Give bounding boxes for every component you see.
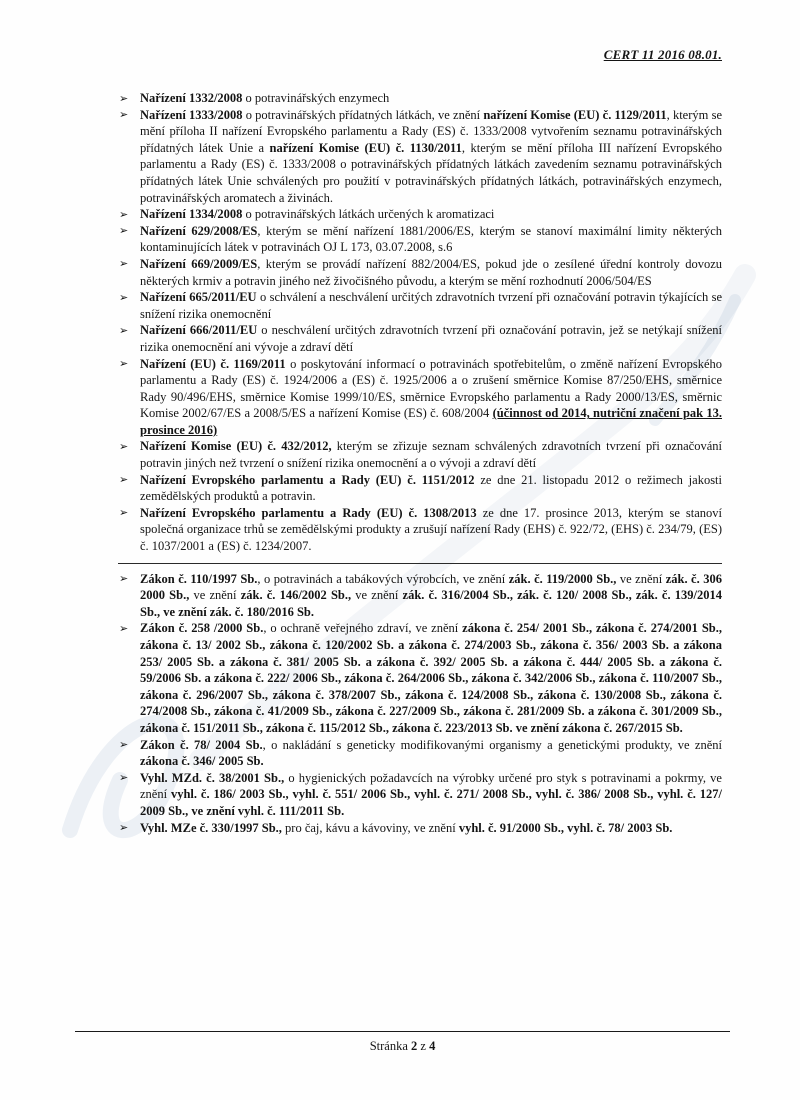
list-item [118,505,722,555]
page-number-label: Stránka [369,1039,408,1053]
text-segment: , o ochraně veřejného zdraví, ve znění [263,621,463,636]
text-segment: , kterým se mění příloha II nařízení Evropského parlamentu a Rady (ES) č. 1333/2008 vytvořením seznamu potravinářských přídatných látek Unie a [140,107,722,155]
text-segment: , o nakládání s geneticky modifikovanými organismy a genetickými produkty, ve znění [262,737,722,752]
text-segment: zákona č. 254/ 2001 Sb., zákona č. 274/2001 Sb., zákona č. 13/ 2002 Sb., zákona č. 120/2002 Sb. a zákona č. 274/2003 Sb., zákona č. 356/ 2003 Sb. a zákona 253/ 2005 Sb. a zákona č. 381/ 2005 Sb. a zákona č. 392/ 2005 Sb. a zákona č. 444/ 2005 Sb. a zákona č. 59/2006 Sb. a zákona č. 222/ 2006 Sb., zákona č. 264/2006 Sb., zákona č. 342/2006 Sb., zákona č. 110/2007 Sb., zákona č. 296/2007 Sb., zákona č. 378/2007 Sb., zákona č. 124/2008 Sb., zákona č. 130/2008 Sb., zákona č. 274/2008 Sb., zákona č. 41/2009 Sb., zákona č. 227/2009 Sb., zákona č. 281/2009 Sb. a zákona č. 301/2009 Sb., zákona č. 151/2011 Sb., zákona č. 115/2012 Sb., zákona č. 223/2013 Sb. ve znění zákona č. 267/2015 Sb. [140,621,722,735]
arrow-bullet-icon: ➢ [119,440,129,453]
arrow-bullet-icon: ➢ [119,822,129,835]
list-item [118,770,722,820]
arrow-bullet-icon: ➢ [119,739,129,752]
page-header [0,46,722,64]
arrow-bullet-icon: ➢ [119,225,129,238]
text-segment: Nařízení 1332/2008 [140,91,243,105]
list-item [118,820,722,837]
arrow-bullet-icon: ➢ [119,258,129,271]
text-segment: Nařízení 1333/2008 [140,107,243,122]
text-segment: Vyhl. MZe č. 330/1997 Sb., [140,820,282,835]
text-segment: o poskytování informací o potravinách spotřebitelům, o změně nařízení Evropského parlamentu a Rady (ES) č. 1924/2006 a (ES) č. 1925/2006 a o zrušení směrnice Komise 87/250/EHS, směrnice Rady 90/496/EHS, směrnice Komise 1999/10/ES, směrnice Evropského parlamentu a Rady 2000/13/ES, směrnic Komise 2002/67/ES a 2008/5/ES a nařízení Komise (ES) č. 608/2004 [140,356,722,421]
header-reference: CERT 11 2016 08.01. [603,47,722,62]
arrow-bullet-icon: ➢ [119,573,129,586]
text-segment: Nařízení Evropského parlamentu a Rady (EU) č. 1308/2013 [140,505,477,520]
page-number-current: 2 [411,1039,418,1053]
text-segment: Zákon č. 110/1997 Sb. [140,571,258,586]
text-segment: ve znění [351,588,403,603]
arrow-bullet-icon: ➢ [119,507,129,520]
arrow-bullet-icon: ➢ [119,358,129,370]
list-item [118,107,722,207]
text-segment: Nařízení (EU) č. 1169/2011 [140,356,286,371]
footer-divider [75,1031,730,1032]
text-segment: Nařízení 1334/2008 [140,207,243,222]
list-item [118,438,722,471]
text-segment: , kterým se mění příloha III nařízení Evropského parlamentu a Rady (ES) č. 1333/2008 o potravinářských přídatných látkách zavedením seznamu potravinářských přídatných látek Unie schválených pro použití v potravinářských přídatných látkách, potravinářských enzymech, potravinářských aromatech a živinách. [140,140,722,205]
page-number [75,1039,730,1054]
text-segment: Nařízení 665/2011/EU [140,290,257,305]
arrow-bullet-icon: ➢ [119,208,129,221]
arrow-bullet-icon: ➢ [119,772,129,785]
text-segment: o schválení a neschválení určitých zdravotních tvrzení při označování potravin týkajících se snížení rizika onemocnění [140,290,722,321]
laws-list [118,571,722,837]
list-item [118,289,722,322]
text-segment: Zákon č. 78/ 2004 Sb. [140,737,263,752]
text-segment: ze dne 17. prosince 2013, kterým se stanoví společná organizace trhů se zemědělskými produkty a zrušují nařízení Rady (EHS) č. 922/72, (EHS) č. 234/79, (ES) č. 1037/2001 a (ES) č. 1234/2007. [140,505,722,554]
text-segment: zák. č. 119/2000 Sb., [508,571,617,586]
arrow-bullet-icon: ➢ [119,92,129,105]
list-item [118,620,722,736]
text-segment: pro čaj, kávu a kávoviny, ve znění [281,820,459,835]
text-segment: , kterým se provádí nařízení 882/2004/ES, pokud jde o zesílené úřední kontroly dovozu některých krmiv a potravin jiného než živočišného původu, a kterým se mění rozhodnutí 2006/504/ES [140,256,722,288]
text-segment: o neschválení určitých zdravotních tvrzení při označování potravin, jež se netýkají snížení rizika onemocnění ani vývoje a zdraví dětí [140,323,722,354]
text-segment: ve znění [616,571,666,586]
text-segment: zák. č. 146/2002 Sb., [240,588,352,603]
text-segment: Nařízení Komise (EU) č. 432/2012, [140,439,332,454]
text-segment: , o potravinách a tabákových výrobcích, ve znění [257,571,509,586]
list-item [118,206,722,223]
text-segment: Zákon č. 258 /2000 Sb. [140,621,264,636]
text-segment: nařízení Komise (EU) č. 1129/2011 [483,107,667,122]
text-segment: , kterým se mění nařízení 1881/2006/ES, kterým se stanoví maximální limity některých kontaminujících látek v potravinách OJ L 173, 03.07.2008, s.6 [140,223,722,255]
text-segment: zákona č. 346/ 2005 Sb. [140,754,264,769]
text-segment: Nařízení 666/2011/EU [140,323,258,338]
page-footer [75,1031,730,1054]
text-segment: o potravinářských enzymech [242,91,390,105]
text-segment: Nařízení Evropského parlamentu a Rady (EU) č. 1151/2012 [140,472,475,487]
section-divider [118,563,722,564]
list-item [118,571,722,621]
list-item [118,322,722,355]
text-segment: o potravinářských přídatných látkách, ve znění [242,107,484,122]
regulations-list [118,90,722,555]
text-segment: zák. č. 316/2004 Sb., zák. č. 120/ 2008 Sb., zák. č. 139/2014 Sb., ve znění zák. č. 180/2016 Sb. [140,588,722,619]
arrow-bullet-icon: ➢ [119,291,129,304]
page-number-of: z [420,1039,426,1053]
text-segment: nařízení Komise (EU) č. 1130/2011 [269,140,462,155]
text-segment: Nařízení 629/2008/ES [140,223,258,238]
arrow-bullet-icon: ➢ [119,474,129,487]
list-item [118,356,722,439]
text-segment: o potravinářských látkách určených k aromatizaci [242,207,495,222]
text-segment: kterým se zřizuje seznam schválených zdravotních tvrzení při označování potravin jiných než tvrzení o snížení rizika onemocnění a o vývoji a zdraví dětí [140,439,722,471]
list-item [118,737,722,770]
document-content [118,90,722,836]
text-segment: ve znění [189,588,241,603]
text-segment: o hygienických požadavcích na výrobky určené pro styk s potravinami a pokrmy, ve znění [140,770,722,802]
list-item [118,472,722,505]
arrow-bullet-icon: ➢ [119,109,129,122]
text-segment: vyhl. č. 186/ 2003 Sb., vyhl. č. 551/ 2006 Sb., vyhl. č. 271/ 2008 Sb., vyhl. č. 386/ 2008 Sb., vyhl. č. 127/ 2009 Sb., ve znění vyhl. č. 111/2011 Sb. [140,787,722,818]
text-segment: Nařízení 669/2009/ES [140,256,258,271]
text-segment: ze dne 21. listopadu 2012 o režimech jakosti zemědělských produktů a potravin. [140,472,723,504]
arrow-bullet-icon: ➢ [119,324,129,337]
arrow-bullet-icon: ➢ [119,622,129,635]
text-segment: vyhl. č. 91/2000 Sb., vyhl. č. 78/ 2003 Sb. [458,820,673,835]
text-segment: (účinnost od 2014, nutriční značení pak 13. prosince 2016) [140,406,722,437]
list-item [118,256,722,289]
page-number-total: 4 [429,1039,436,1053]
text-segment: zák. č. 306 2000 Sb., [140,571,722,603]
list-item [118,223,722,256]
text-segment: Vyhl. MZd. č. 38/2001 Sb., [140,770,285,785]
list-item [118,90,722,107]
